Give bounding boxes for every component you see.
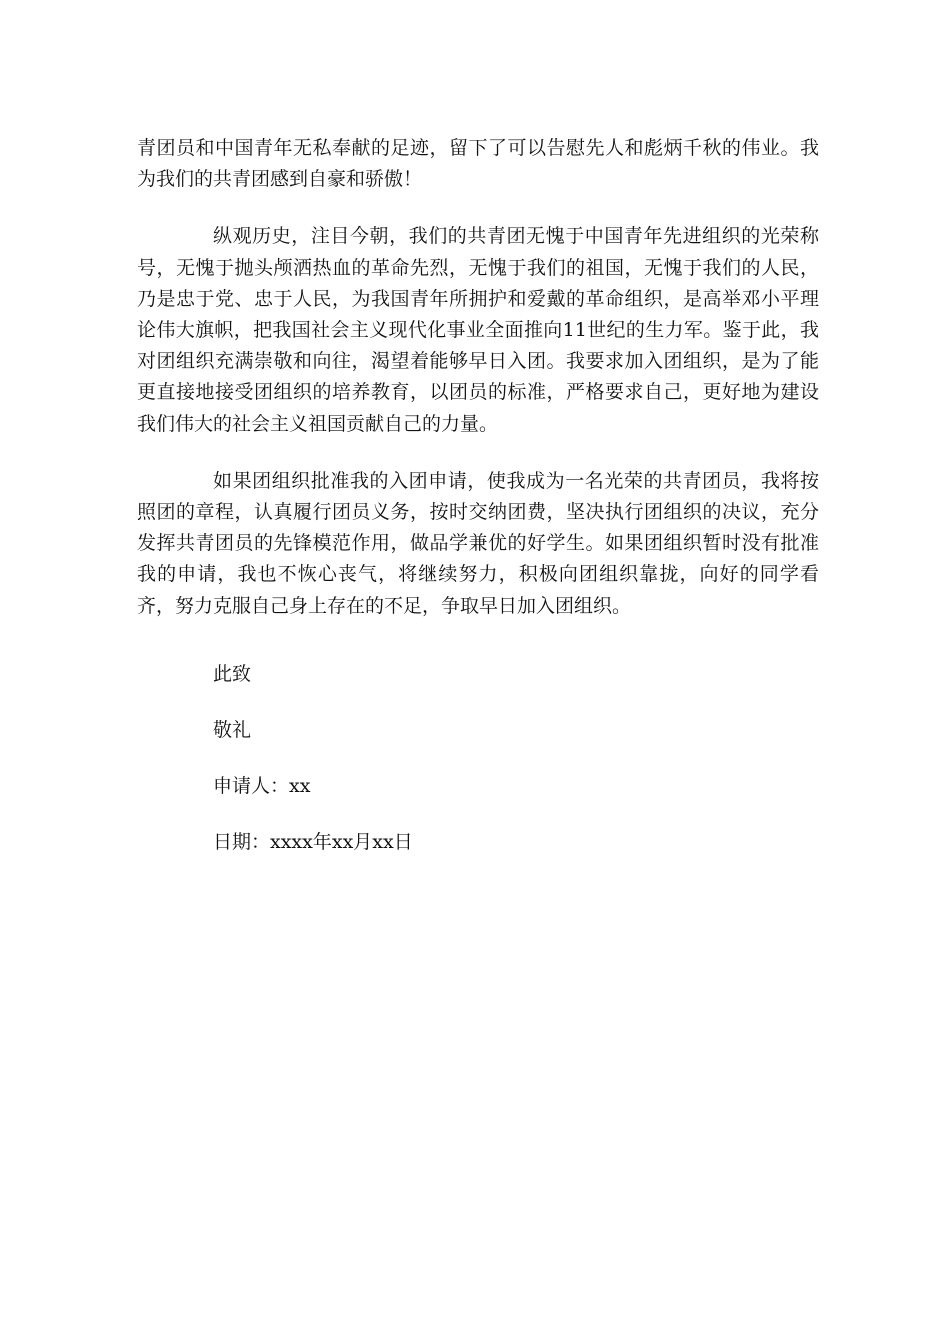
- paragraph-continuation: 青团员和中国青年无私奉献的足迹，留下了可以告慰先人和彪炳千秋的伟业。我为我们的共青团感到自豪和骄傲！: [137, 137, 819, 191]
- date-line: 日期：xxxx年xx月xx日: [213, 831, 413, 853]
- letter-body: [137, 133, 819, 622]
- closing-regards: 敬礼: [213, 719, 252, 741]
- paragraph-commitment: 如果团组织批准我的入团申请，使我成为一名光荣的共青团员，我将按照团的章程，认真履行团员义务，按时交纳团费，坚决执行团组织的决议，充分发挥共青团员的先锋模范作用，做品学兼优的好学生。如果团组织暂时没有批准我的申请，我也不恢心丧气，将继续努力，积极向团组织靠拢，向好的同学看齐，努力克服自己身上存在的不足，争取早日加入团组织。: [137, 469, 819, 617]
- applicant-line: 申请人：xx: [213, 775, 311, 797]
- closing-salutation: 此致: [213, 663, 252, 685]
- paragraph-history: 纵观历史，注目今朝，我们的共青团无愧于中国青年先进组织的光荣称号，无愧于抛头颅洒热血的革命先烈，无愧于我们的祖国，无愧于我们的人民，乃是忠于党、忠于人民，为我国青年所拥护和爱戴的革命组织，是高举邓小平理论伟大旗帜，把我国社会主义现代化事业全面推向11世纪的生力军。鉴于此，我对团组织充满崇敬和向往，渴望着能够早日入团。我要求加入团组织，是为了能更直接地接受团组织的培养教育，以团员的标准，严格要求自己，更好地为建设我们伟大的社会主义祖国贡献自己的力量。: [137, 225, 819, 435]
